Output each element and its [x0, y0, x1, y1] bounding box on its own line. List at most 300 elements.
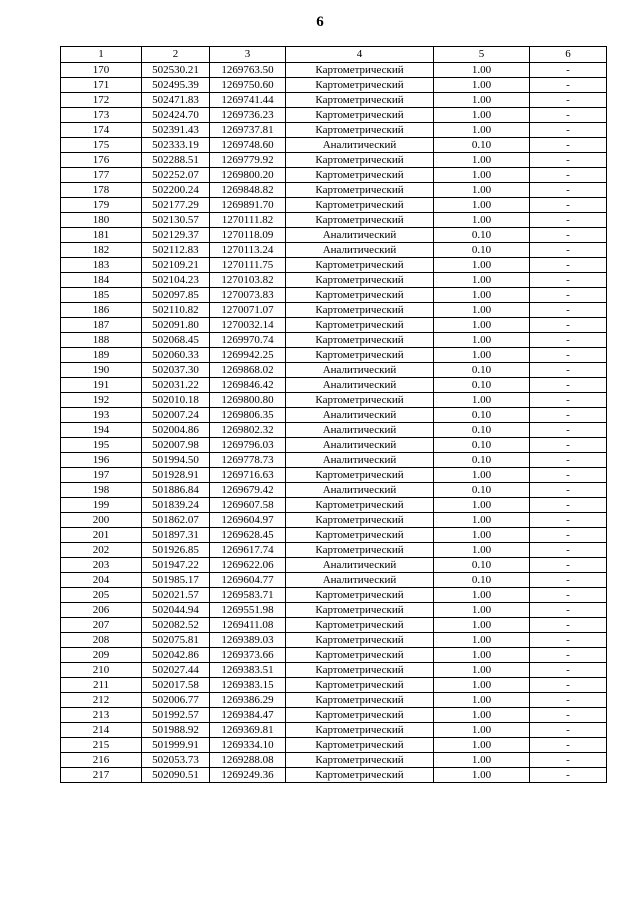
- table-row: [61, 138, 607, 153]
- point-number-cell: 206: [61, 603, 142, 618]
- method-cell: Картометрический: [286, 123, 434, 138]
- accuracy-cell: 0.10: [434, 243, 530, 258]
- method-cell: Картометрический: [286, 543, 434, 558]
- note-cell: -: [530, 348, 607, 363]
- accuracy-cell: 1.00: [434, 213, 530, 228]
- table-row: [61, 123, 607, 138]
- x-coordinate-cell: 502288.51: [142, 153, 210, 168]
- table-row: [61, 93, 607, 108]
- y-coordinate-cell: 1269800.80: [210, 393, 286, 408]
- y-coordinate-cell: 1269249.36: [210, 768, 286, 783]
- y-coordinate-cell: 1269806.35: [210, 408, 286, 423]
- method-cell: Картометрический: [286, 348, 434, 363]
- x-coordinate-cell: 502110.82: [142, 303, 210, 318]
- method-cell: Картометрический: [286, 588, 434, 603]
- note-cell: -: [530, 393, 607, 408]
- accuracy-cell: 1.00: [434, 273, 530, 288]
- x-coordinate-cell: 502129.37: [142, 228, 210, 243]
- table-row: [61, 198, 607, 213]
- x-coordinate-cell: 501992.57: [142, 708, 210, 723]
- y-coordinate-cell: 1269779.92: [210, 153, 286, 168]
- column-header-5: 5: [434, 47, 530, 63]
- method-cell: Картометрический: [286, 153, 434, 168]
- note-cell: -: [530, 213, 607, 228]
- x-coordinate-cell: 501862.07: [142, 513, 210, 528]
- x-coordinate-cell: 502177.29: [142, 198, 210, 213]
- accuracy-cell: 1.00: [434, 108, 530, 123]
- method-cell: Картометрический: [286, 333, 434, 348]
- method-cell: Картометрический: [286, 468, 434, 483]
- accuracy-cell: 0.10: [434, 363, 530, 378]
- accuracy-cell: 1.00: [434, 498, 530, 513]
- accuracy-cell: 1.00: [434, 528, 530, 543]
- y-coordinate-cell: 1269583.71: [210, 588, 286, 603]
- method-cell: Аналитический: [286, 438, 434, 453]
- table-row: [61, 363, 607, 378]
- accuracy-cell: 1.00: [434, 303, 530, 318]
- x-coordinate-cell: 501839.24: [142, 498, 210, 513]
- note-cell: -: [530, 483, 607, 498]
- y-coordinate-cell: 1269868.02: [210, 363, 286, 378]
- y-coordinate-cell: 1269942.25: [210, 348, 286, 363]
- point-number-cell: 199: [61, 498, 142, 513]
- point-number-cell: 197: [61, 468, 142, 483]
- accuracy-cell: 1.00: [434, 738, 530, 753]
- y-coordinate-cell: 1269334.10: [210, 738, 286, 753]
- accuracy-cell: 1.00: [434, 348, 530, 363]
- note-cell: -: [530, 228, 607, 243]
- method-cell: Аналитический: [286, 378, 434, 393]
- method-cell: Аналитический: [286, 363, 434, 378]
- note-cell: -: [530, 693, 607, 708]
- point-number-cell: 172: [61, 93, 142, 108]
- page-number: 6: [316, 14, 324, 30]
- table-row: [61, 333, 607, 348]
- method-cell: Картометрический: [286, 183, 434, 198]
- method-cell: Картометрический: [286, 708, 434, 723]
- note-cell: -: [530, 663, 607, 678]
- y-coordinate-cell: 1269411.08: [210, 618, 286, 633]
- note-cell: -: [530, 633, 607, 648]
- table-row: [61, 738, 607, 753]
- x-coordinate-cell: 501994.50: [142, 453, 210, 468]
- accuracy-cell: 1.00: [434, 63, 530, 78]
- accuracy-cell: 0.10: [434, 378, 530, 393]
- y-coordinate-cell: 1269970.74: [210, 333, 286, 348]
- method-cell: Картометрический: [286, 168, 434, 183]
- accuracy-cell: 1.00: [434, 153, 530, 168]
- accuracy-cell: 1.00: [434, 318, 530, 333]
- table-row: [61, 258, 607, 273]
- x-coordinate-cell: 501926.85: [142, 543, 210, 558]
- x-coordinate-cell: 502109.21: [142, 258, 210, 273]
- y-coordinate-cell: 1269622.06: [210, 558, 286, 573]
- note-cell: -: [530, 573, 607, 588]
- accuracy-cell: 1.00: [434, 663, 530, 678]
- x-coordinate-cell: 501928.91: [142, 468, 210, 483]
- y-coordinate-cell: 1269386.29: [210, 693, 286, 708]
- table-row: [61, 648, 607, 663]
- table-row: [61, 438, 607, 453]
- note-cell: -: [530, 603, 607, 618]
- y-coordinate-cell: 1269607.58: [210, 498, 286, 513]
- y-coordinate-cell: 1269628.45: [210, 528, 286, 543]
- method-cell: Аналитический: [286, 558, 434, 573]
- accuracy-cell: 1.00: [434, 198, 530, 213]
- y-coordinate-cell: 1269737.81: [210, 123, 286, 138]
- accuracy-cell: 0.10: [434, 438, 530, 453]
- accuracy-cell: 0.10: [434, 138, 530, 153]
- method-cell: Картометрический: [286, 648, 434, 663]
- point-number-cell: 175: [61, 138, 142, 153]
- accuracy-cell: 1.00: [434, 123, 530, 138]
- table-row: [61, 213, 607, 228]
- y-coordinate-cell: 1269551.98: [210, 603, 286, 618]
- point-number-cell: 196: [61, 453, 142, 468]
- note-cell: -: [530, 333, 607, 348]
- x-coordinate-cell: 501985.17: [142, 573, 210, 588]
- note-cell: -: [530, 543, 607, 558]
- table-row: [61, 633, 607, 648]
- note-cell: -: [530, 318, 607, 333]
- note-cell: -: [530, 513, 607, 528]
- note-cell: -: [530, 123, 607, 138]
- point-number-cell: 185: [61, 288, 142, 303]
- method-cell: Картометрический: [286, 108, 434, 123]
- accuracy-cell: 1.00: [434, 168, 530, 183]
- method-cell: Картометрический: [286, 273, 434, 288]
- table-row: [61, 498, 607, 513]
- x-coordinate-cell: 502075.81: [142, 633, 210, 648]
- note-cell: -: [530, 468, 607, 483]
- y-coordinate-cell: 1269891.70: [210, 198, 286, 213]
- table-row: [61, 753, 607, 768]
- point-number-cell: 200: [61, 513, 142, 528]
- accuracy-cell: 0.10: [434, 558, 530, 573]
- x-coordinate-cell: 501897.31: [142, 528, 210, 543]
- accuracy-cell: 1.00: [434, 603, 530, 618]
- x-coordinate-cell: 502027.44: [142, 663, 210, 678]
- method-cell: Картометрический: [286, 618, 434, 633]
- accuracy-cell: 1.00: [434, 468, 530, 483]
- note-cell: -: [530, 138, 607, 153]
- y-coordinate-cell: 1269802.32: [210, 423, 286, 438]
- method-cell: Аналитический: [286, 243, 434, 258]
- note-cell: -: [530, 528, 607, 543]
- method-cell: Картометрический: [286, 528, 434, 543]
- note-cell: -: [530, 93, 607, 108]
- table-row: [61, 453, 607, 468]
- point-number-cell: 177: [61, 168, 142, 183]
- point-number-cell: 210: [61, 663, 142, 678]
- y-coordinate-cell: 1269848.82: [210, 183, 286, 198]
- point-number-cell: 217: [61, 768, 142, 783]
- column-header-2: 2: [142, 47, 210, 63]
- point-number-cell: 204: [61, 573, 142, 588]
- method-cell: Картометрический: [286, 693, 434, 708]
- point-number-cell: 205: [61, 588, 142, 603]
- point-number-cell: 214: [61, 723, 142, 738]
- accuracy-cell: 1.00: [434, 288, 530, 303]
- y-coordinate-cell: 1269716.63: [210, 468, 286, 483]
- point-number-cell: 208: [61, 633, 142, 648]
- method-cell: Аналитический: [286, 138, 434, 153]
- point-number-cell: 176: [61, 153, 142, 168]
- y-coordinate-cell: 1269763.50: [210, 63, 286, 78]
- y-coordinate-cell: 1270111.75: [210, 258, 286, 273]
- method-cell: Аналитический: [286, 483, 434, 498]
- table-body: [61, 63, 607, 783]
- note-cell: -: [530, 183, 607, 198]
- method-cell: Картометрический: [286, 318, 434, 333]
- table-row: [61, 513, 607, 528]
- x-coordinate-cell: 502068.45: [142, 333, 210, 348]
- table-row: [61, 78, 607, 93]
- point-number-cell: 191: [61, 378, 142, 393]
- accuracy-cell: 1.00: [434, 678, 530, 693]
- note-cell: -: [530, 723, 607, 738]
- note-cell: -: [530, 618, 607, 633]
- accuracy-cell: 1.00: [434, 258, 530, 273]
- accuracy-cell: 1.00: [434, 648, 530, 663]
- method-cell: Картометрический: [286, 753, 434, 768]
- point-number-cell: 184: [61, 273, 142, 288]
- method-cell: Картометрический: [286, 288, 434, 303]
- y-coordinate-cell: 1270071.07: [210, 303, 286, 318]
- column-header-6: 6: [530, 47, 607, 63]
- point-number-cell: 181: [61, 228, 142, 243]
- note-cell: -: [530, 648, 607, 663]
- y-coordinate-cell: 1270113.24: [210, 243, 286, 258]
- x-coordinate-cell: 501947.22: [142, 558, 210, 573]
- point-number-cell: 180: [61, 213, 142, 228]
- table-row: [61, 603, 607, 618]
- y-coordinate-cell: 1269736.23: [210, 108, 286, 123]
- method-cell: Аналитический: [286, 408, 434, 423]
- x-coordinate-cell: 502097.85: [142, 288, 210, 303]
- x-coordinate-cell: 502082.52: [142, 618, 210, 633]
- point-number-cell: 182: [61, 243, 142, 258]
- note-cell: -: [530, 588, 607, 603]
- note-cell: -: [530, 108, 607, 123]
- point-number-cell: 202: [61, 543, 142, 558]
- table-row: [61, 678, 607, 693]
- y-coordinate-cell: 1269617.74: [210, 543, 286, 558]
- table-row: [61, 153, 607, 168]
- note-cell: -: [530, 258, 607, 273]
- table-row: [61, 63, 607, 78]
- table-row: [61, 573, 607, 588]
- x-coordinate-cell: 502017.58: [142, 678, 210, 693]
- x-coordinate-cell: 502391.43: [142, 123, 210, 138]
- x-coordinate-cell: 502006.77: [142, 693, 210, 708]
- y-coordinate-cell: 1269369.81: [210, 723, 286, 738]
- table-row: [61, 348, 607, 363]
- x-coordinate-cell: 502042.86: [142, 648, 210, 663]
- note-cell: -: [530, 453, 607, 468]
- point-number-cell: 216: [61, 753, 142, 768]
- x-coordinate-cell: 502044.94: [142, 603, 210, 618]
- x-coordinate-cell: 502053.73: [142, 753, 210, 768]
- accuracy-cell: 0.10: [434, 453, 530, 468]
- point-number-cell: 174: [61, 123, 142, 138]
- y-coordinate-cell: 1270032.14: [210, 318, 286, 333]
- table-row: [61, 408, 607, 423]
- x-coordinate-cell: 502021.57: [142, 588, 210, 603]
- table-row: [61, 378, 607, 393]
- method-cell: Картометрический: [286, 303, 434, 318]
- accuracy-cell: 1.00: [434, 633, 530, 648]
- method-cell: Картометрический: [286, 63, 434, 78]
- point-number-cell: 213: [61, 708, 142, 723]
- x-coordinate-cell: 501999.91: [142, 738, 210, 753]
- method-cell: Аналитический: [286, 453, 434, 468]
- y-coordinate-cell: 1269373.66: [210, 648, 286, 663]
- y-coordinate-cell: 1269778.73: [210, 453, 286, 468]
- accuracy-cell: 1.00: [434, 723, 530, 738]
- accuracy-cell: 1.00: [434, 588, 530, 603]
- x-coordinate-cell: 502091.80: [142, 318, 210, 333]
- accuracy-cell: 0.10: [434, 483, 530, 498]
- table-row: [61, 288, 607, 303]
- table-row: [61, 243, 607, 258]
- table-row: [61, 663, 607, 678]
- method-cell: Картометрический: [286, 258, 434, 273]
- y-coordinate-cell: 1269846.42: [210, 378, 286, 393]
- accuracy-cell: 0.10: [434, 408, 530, 423]
- x-coordinate-cell: 501988.92: [142, 723, 210, 738]
- method-cell: Картометрический: [286, 78, 434, 93]
- method-cell: Картометрический: [286, 393, 434, 408]
- point-number-cell: 183: [61, 258, 142, 273]
- column-header-4: 4: [286, 47, 434, 63]
- x-coordinate-cell: 502252.07: [142, 168, 210, 183]
- point-number-cell: 212: [61, 693, 142, 708]
- table-row: [61, 693, 607, 708]
- accuracy-cell: 1.00: [434, 708, 530, 723]
- y-coordinate-cell: 1269796.03: [210, 438, 286, 453]
- point-number-cell: 211: [61, 678, 142, 693]
- accuracy-cell: 1.00: [434, 618, 530, 633]
- y-coordinate-cell: 1269383.51: [210, 663, 286, 678]
- accuracy-cell: 1.00: [434, 513, 530, 528]
- note-cell: -: [530, 768, 607, 783]
- y-coordinate-cell: 1269384.47: [210, 708, 286, 723]
- note-cell: -: [530, 288, 607, 303]
- point-number-cell: 194: [61, 423, 142, 438]
- method-cell: Аналитический: [286, 423, 434, 438]
- accuracy-cell: 1.00: [434, 768, 530, 783]
- method-cell: Аналитический: [286, 228, 434, 243]
- accuracy-cell: 1.00: [434, 753, 530, 768]
- note-cell: -: [530, 498, 607, 513]
- column-header-3: 3: [210, 47, 286, 63]
- x-coordinate-cell: 501886.84: [142, 483, 210, 498]
- point-number-cell: 171: [61, 78, 142, 93]
- accuracy-cell: 1.00: [434, 693, 530, 708]
- y-coordinate-cell: 1269604.97: [210, 513, 286, 528]
- accuracy-cell: 1.00: [434, 393, 530, 408]
- table-row: [61, 528, 607, 543]
- note-cell: -: [530, 273, 607, 288]
- table-row: [61, 393, 607, 408]
- accuracy-cell: 1.00: [434, 333, 530, 348]
- note-cell: -: [530, 408, 607, 423]
- y-coordinate-cell: 1269800.20: [210, 168, 286, 183]
- table-row: [61, 183, 607, 198]
- x-coordinate-cell: 502104.23: [142, 273, 210, 288]
- table-row: [61, 618, 607, 633]
- point-number-cell: 193: [61, 408, 142, 423]
- x-coordinate-cell: 502495.39: [142, 78, 210, 93]
- table-row: [61, 273, 607, 288]
- point-number-cell: 186: [61, 303, 142, 318]
- y-coordinate-cell: 1269741.44: [210, 93, 286, 108]
- accuracy-cell: 1.00: [434, 78, 530, 93]
- header-row: [61, 47, 607, 63]
- point-number-cell: 170: [61, 63, 142, 78]
- note-cell: -: [530, 198, 607, 213]
- column-header-1: 1: [61, 47, 142, 63]
- method-cell: Картометрический: [286, 603, 434, 618]
- table-row: [61, 588, 607, 603]
- x-coordinate-cell: 502060.33: [142, 348, 210, 363]
- point-number-cell: 198: [61, 483, 142, 498]
- note-cell: -: [530, 363, 607, 378]
- method-cell: Картометрический: [286, 93, 434, 108]
- table-row: [61, 483, 607, 498]
- table-row: [61, 228, 607, 243]
- y-coordinate-cell: 1269748.60: [210, 138, 286, 153]
- note-cell: -: [530, 78, 607, 93]
- accuracy-cell: 0.10: [434, 423, 530, 438]
- point-number-cell: 201: [61, 528, 142, 543]
- point-number-cell: 187: [61, 318, 142, 333]
- table-row: [61, 768, 607, 783]
- method-cell: Картометрический: [286, 678, 434, 693]
- y-coordinate-cell: 1270111.82: [210, 213, 286, 228]
- note-cell: -: [530, 303, 607, 318]
- method-cell: Картометрический: [286, 633, 434, 648]
- x-coordinate-cell: 502200.24: [142, 183, 210, 198]
- method-cell: Картометрический: [286, 198, 434, 213]
- point-number-cell: 173: [61, 108, 142, 123]
- note-cell: -: [530, 168, 607, 183]
- x-coordinate-cell: 502471.83: [142, 93, 210, 108]
- point-number-cell: 203: [61, 558, 142, 573]
- table-row: [61, 543, 607, 558]
- y-coordinate-cell: 1269288.08: [210, 753, 286, 768]
- coordinates-table: [60, 46, 607, 783]
- x-coordinate-cell: 502007.24: [142, 408, 210, 423]
- method-cell: Аналитический: [286, 573, 434, 588]
- y-coordinate-cell: 1270103.82: [210, 273, 286, 288]
- x-coordinate-cell: 502530.21: [142, 63, 210, 78]
- point-number-cell: 189: [61, 348, 142, 363]
- y-coordinate-cell: 1270118.09: [210, 228, 286, 243]
- method-cell: Картометрический: [286, 213, 434, 228]
- note-cell: -: [530, 753, 607, 768]
- x-coordinate-cell: 502031.22: [142, 378, 210, 393]
- table-row: [61, 423, 607, 438]
- method-cell: Картометрический: [286, 498, 434, 513]
- note-cell: -: [530, 438, 607, 453]
- accuracy-cell: 0.10: [434, 228, 530, 243]
- accuracy-cell: 1.00: [434, 183, 530, 198]
- table-row: [61, 558, 607, 573]
- note-cell: -: [530, 558, 607, 573]
- accuracy-cell: 1.00: [434, 543, 530, 558]
